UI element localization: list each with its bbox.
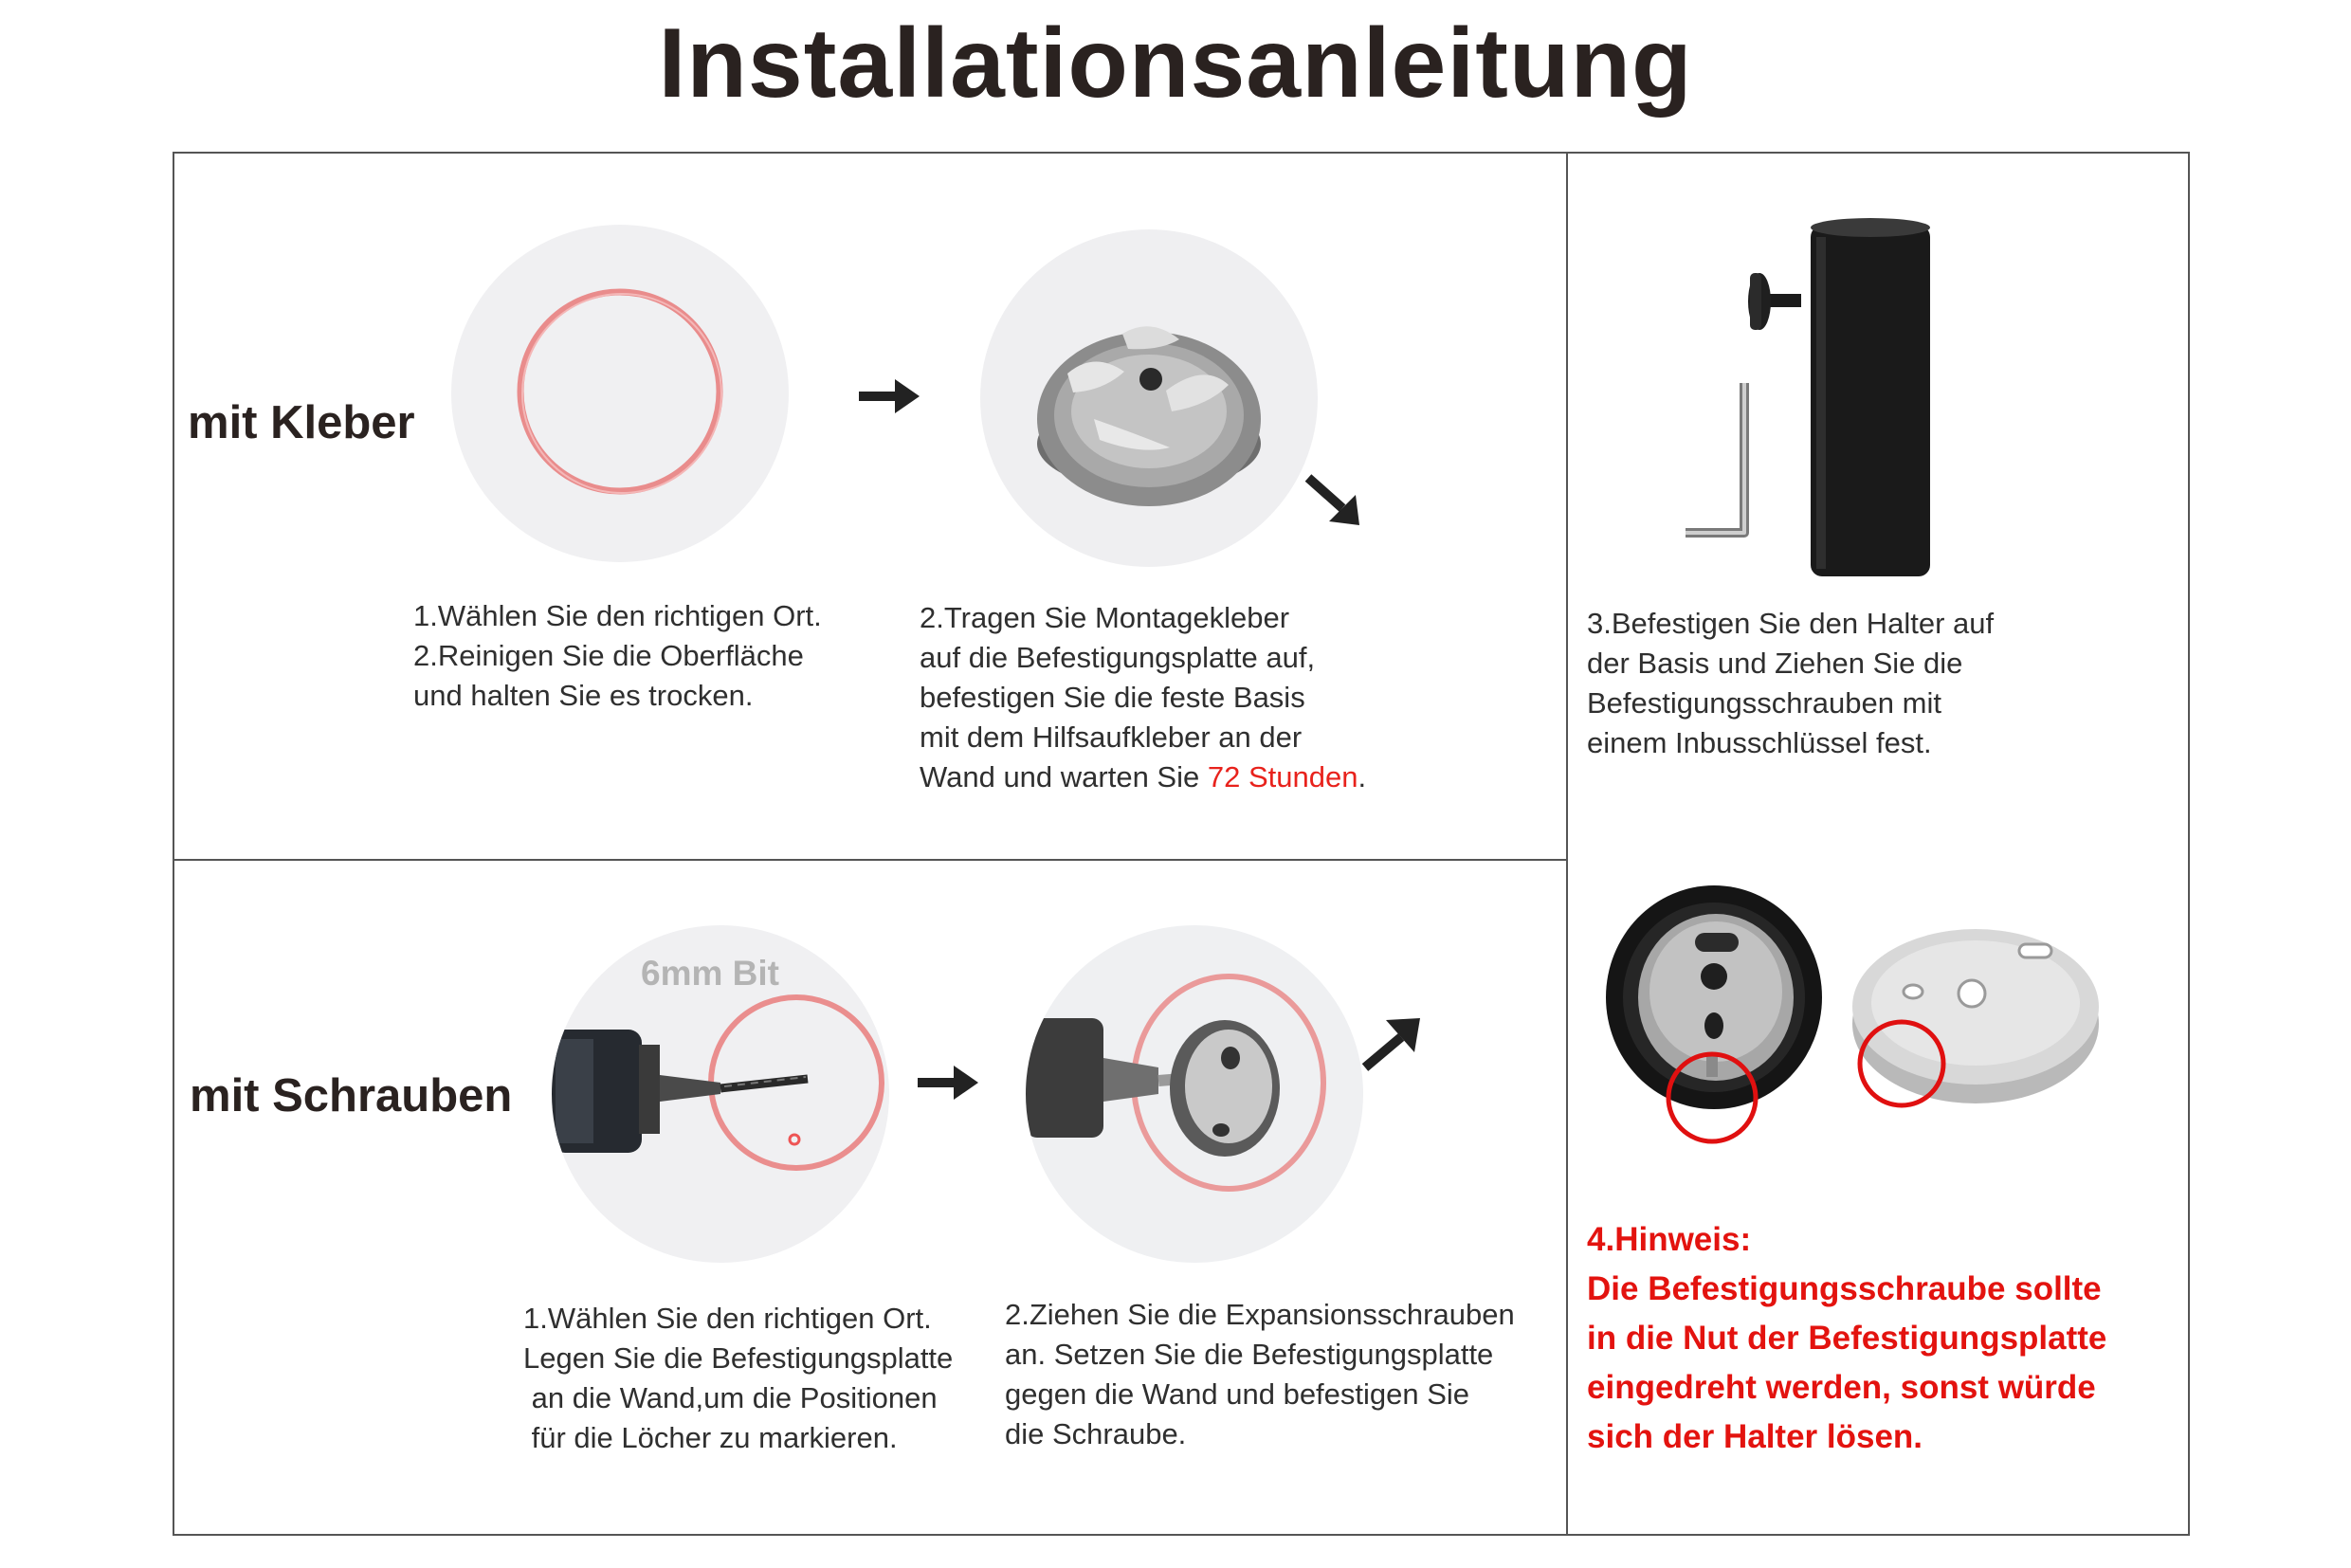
text-line: 2.Ziehen Sie die Expansionsschrauben xyxy=(1005,1298,1515,1331)
arrow-down-right-icon xyxy=(1304,470,1361,527)
mounting-plate-detail-image xyxy=(1585,882,2116,1147)
text-line-prefix: Wand und warten Sie xyxy=(920,760,1208,793)
section-label-kleber: mit Kleber xyxy=(188,397,415,448)
text-line: der Basis und Ziehen Sie die xyxy=(1587,647,1963,680)
text-line xyxy=(920,757,1450,797)
text-line: 1.Wählen Sie den richtigen Ort. xyxy=(413,599,822,632)
screw-mounting-image xyxy=(1026,925,1363,1263)
kleber-step1-text xyxy=(413,596,887,716)
text-line: 2.Tragen Sie Montagekleber xyxy=(920,601,1290,634)
text-line: eingedreht werden, sonst würde xyxy=(1587,1369,2096,1406)
base-with-adhesive-image xyxy=(980,229,1318,567)
text-line: einem Inbusschlüssel fest. xyxy=(1587,726,1932,759)
text-line: für die Löcher zu markieren. xyxy=(523,1421,898,1454)
text-line: 3.Befestigen Sie den Halter auf xyxy=(1587,607,1995,640)
wait-time-highlight: 72 Stunden xyxy=(1207,760,1358,793)
step3-text xyxy=(1587,604,2165,763)
text-line: sich der Halter lösen. xyxy=(1587,1418,1923,1455)
text-line-suffix: . xyxy=(1358,760,1367,793)
arrow-up-right-icon xyxy=(1361,1016,1422,1073)
text-line: an die Wand,um die Positionen xyxy=(523,1381,938,1414)
text-line: auf die Befestigungsplatte auf, xyxy=(920,641,1316,674)
text-line: gegen die Wand und befestigen Sie xyxy=(1005,1377,1470,1411)
drill-bit-label: 6mm Bit xyxy=(641,954,779,993)
text-line: die Schraube. xyxy=(1005,1417,1187,1450)
arrow-right-icon xyxy=(859,379,920,413)
text-line: Befestigungsschrauben mit xyxy=(1587,686,1941,720)
text-line: an. Setzen Sie die Befestigungsplatte xyxy=(1005,1338,1494,1371)
holder-with-hex-key-image xyxy=(1668,209,1953,588)
text-line: Die Befestigungsschraube sollte xyxy=(1587,1270,2102,1307)
text-line: 1.Wählen Sie den richtigen Ort. xyxy=(523,1302,932,1335)
arrow-right-icon xyxy=(918,1066,978,1100)
section-label-schrauben: mit Schrauben xyxy=(190,1070,513,1121)
hint-title: 4.Hinweis: xyxy=(1587,1221,1752,1258)
text-line: mit dem Hilfsaufkleber an der xyxy=(920,720,1303,754)
text-line: befestigen Sie die feste Basis xyxy=(920,681,1305,714)
schrauben-step2-text xyxy=(1005,1295,1564,1454)
schrauben-step1-text xyxy=(523,1299,1016,1458)
text-line: Legen Sie die Befestigungsplatte xyxy=(523,1341,954,1375)
text-line: und halten Sie es trocken. xyxy=(413,679,754,712)
page-title: Installationsanleitung xyxy=(658,9,1693,119)
text-line: in die Nut der Befestigungsplatte xyxy=(1587,1320,2107,1357)
hint-text xyxy=(1587,1215,2175,1462)
marked-circle-image xyxy=(451,225,789,562)
text-line: 2.Reinigen Sie die Oberfläche xyxy=(413,639,804,672)
kleber-step2-text xyxy=(920,598,1450,797)
